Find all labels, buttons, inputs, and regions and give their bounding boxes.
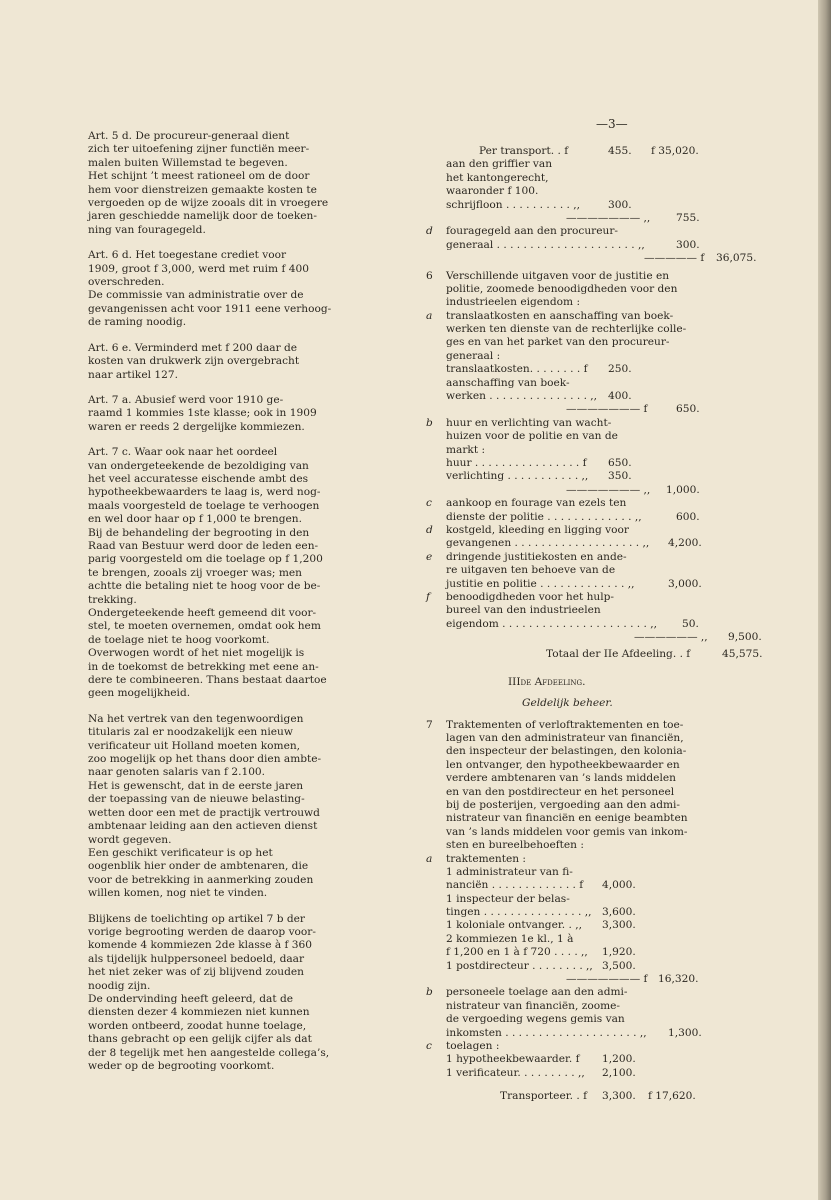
row-label: 2 kommiezen 1e kl., 1 à	[446, 932, 574, 945]
para-art6e	[88, 342, 332, 382]
item-row	[426, 225, 766, 238]
text-line: diensten dezer 4 kommiezen niet kunnen	[88, 1006, 310, 1019]
text-row	[426, 759, 766, 772]
left-column	[88, 130, 332, 1073]
text-line: voor de betrekking in aanmerking zouden	[88, 873, 314, 886]
text-line: maals voorgesteld de toelage te verhoogen	[88, 499, 320, 512]
text-line: naar artikel 127.	[88, 368, 178, 381]
text-row	[426, 283, 766, 296]
text-row	[426, 786, 766, 799]
text-line: worden ontbeerd, zoodat hunne toelage,	[88, 1019, 307, 1032]
row-label: het kantongerecht,	[446, 171, 549, 184]
row-label: generaal . . . . . . . . . . . . . . . . . . . . . ,,	[446, 238, 645, 251]
text-line: parig voorgesteld om die toelage op f 1,200	[88, 553, 323, 566]
row-label: politie, zoomede benoodigdheden voor den	[446, 282, 678, 295]
subtotal-row	[426, 212, 766, 225]
row-value: 350.	[608, 470, 632, 483]
row-label: translaatkosten. . . . . . . . f	[446, 363, 588, 376]
row-label: nistrateur van financiën en eenige beambten	[446, 812, 688, 825]
item-mark: d	[426, 523, 433, 536]
text-line: Raad van Bestuur werd door de leden een-	[88, 539, 319, 552]
amount-row	[426, 1053, 766, 1066]
row-label: 1 hypotheekbewaarder. f	[446, 1053, 580, 1066]
row-label: personeele toelage aan den admi-	[446, 986, 628, 999]
row-value: 1,000.	[666, 483, 700, 496]
row-value: 650.	[608, 456, 632, 469]
item-row	[426, 551, 766, 564]
text-line: als tijdelijk hulppersoneel bedoeld, daar	[88, 952, 305, 965]
row-label: nistrateur van financiën, zoome-	[446, 999, 620, 1012]
row-value: 250.	[608, 363, 632, 376]
row-value: 1,200.	[602, 1053, 636, 1066]
text-line: Overwogen wordt of het niet mogelijk is	[88, 647, 305, 660]
page-stack-edge	[818, 0, 831, 1200]
text-row	[426, 799, 766, 812]
text-line: het veel accuratesse eischende ambt des	[88, 472, 309, 485]
item-row	[426, 1040, 766, 1053]
para-verificateur	[88, 713, 332, 901]
text-line: naar genoten salaris van f 2.100.	[88, 766, 266, 779]
text-row	[426, 444, 766, 457]
row-label: lagen van den administrateur van financiën,	[446, 732, 684, 745]
rule-dash: ——————— f	[566, 973, 648, 986]
text-line: thans gebracht op een gelijk cijfer als dat	[88, 1033, 312, 1046]
amount-row	[426, 390, 766, 403]
text-line: geen mogelijkheid.	[88, 687, 191, 700]
row-value: 3,500.	[602, 959, 636, 972]
text-line: Bij de behandeling der begrooting in den	[88, 526, 310, 539]
row-label: 1 inspecteur der belas-	[446, 892, 570, 905]
row-value: 3,300.	[602, 1090, 636, 1103]
text-line: De ondervinding heeft geleerd, dat de	[88, 992, 294, 1005]
row-value: 2,100.	[602, 1066, 636, 1079]
subtotal-row	[426, 973, 766, 986]
row-value: 3,000.	[668, 577, 702, 590]
row-label: 1 administrateur van fi-	[446, 865, 573, 878]
text-line: zoo mogelijk op het thans door dien ambte-	[88, 753, 322, 766]
right-column	[426, 145, 766, 1104]
text-line: het niet zeker was of zij blijvend zouden	[88, 966, 304, 979]
row-label: van ’s lands middelen voor gemis van inkom-	[446, 825, 688, 838]
text-row	[426, 933, 766, 946]
text-line: kosten van drukwerk zijn overgebracht	[88, 355, 300, 368]
rule-dash: ——————— f	[566, 403, 648, 416]
row-label: markt :	[446, 443, 486, 456]
text-row	[426, 604, 766, 617]
text-line: oogenblik hier onder de ambtenaren, die	[88, 860, 309, 873]
text-line: hem voor dienstreizen gemaakte kosten te	[88, 183, 317, 196]
row-label: eigendom . . . . . . . . . . . . . . . . . . . . . . ,,	[446, 617, 658, 630]
item-mark: 6	[426, 269, 433, 282]
text-line: malen buiten Willemstad te begeven.	[88, 156, 288, 169]
row-label: den inspecteur der belastingen, den kolonia-	[446, 745, 687, 758]
amount-row	[426, 457, 766, 470]
row-label: Per transport. . f	[479, 145, 569, 157]
item-row	[426, 719, 766, 732]
rule-dash: ————— f	[644, 252, 705, 265]
row-value: 50.	[682, 617, 699, 630]
text-line: stel, te moeten overnemen, omdat ook hem	[88, 620, 321, 633]
text-line: raamd 1 kommies 1ste klasse; ook in 1909	[88, 407, 317, 420]
row-label: dringende justitiekosten en ande-	[446, 550, 627, 563]
text-row	[426, 839, 766, 852]
row-value: 3,600.	[602, 906, 636, 919]
row-label: benoodigdheden voor het hulp-	[446, 590, 614, 603]
row-value: 650.	[676, 403, 700, 416]
text-row	[426, 745, 766, 758]
item-mark: 7	[426, 718, 433, 731]
text-line: Blijkens de toelichting op artikel 7 b der	[88, 912, 306, 925]
row-label: werken . . . . . . . . . . . . . . . ,,	[446, 390, 598, 403]
rule-dash: ——————— ,,	[566, 483, 651, 496]
item-mark: f	[426, 590, 430, 603]
text-line: Ondergeteekende heeft gemeend dit voor-	[88, 607, 317, 619]
row-label: verdere ambtenaren van ’s lands middelen	[446, 772, 676, 785]
text-line: Art. 5 d. De procureur-generaal dient	[88, 130, 290, 142]
row-label: bureel van den industrieelen	[446, 604, 601, 617]
item-row	[426, 853, 766, 866]
row-value: 755.	[676, 211, 700, 224]
subtotal-row	[426, 631, 766, 644]
item-mark: b	[426, 986, 433, 999]
row-label: verlichting . . . . . . . . . . . ,,	[446, 470, 589, 483]
item-mark: b	[426, 416, 433, 429]
row-value: f 35,020.	[651, 145, 699, 157]
text-line: willen komen, nog niet te vinden.	[88, 887, 268, 900]
row-label: toelagen :	[446, 1040, 500, 1052]
amount-row	[426, 199, 766, 212]
rule-dash: ——————— ,,	[566, 211, 651, 224]
text-line: in de toekomst de betrekking met eene an-	[88, 660, 319, 673]
row-label: fouragegeld aan den procureur-	[446, 225, 618, 238]
text-row	[426, 185, 766, 198]
row-label: aanschaffing van boek-	[446, 376, 570, 389]
row-value: 300.	[676, 238, 700, 251]
para-art6d	[88, 249, 332, 329]
row-value: 4,200.	[668, 537, 702, 550]
text-row	[426, 564, 766, 577]
amount-row	[426, 363, 766, 376]
amount-row	[426, 511, 766, 524]
row-label: 1 koloniale ontvanger. . ,,	[446, 919, 582, 932]
amount-row	[426, 960, 766, 973]
row-label: inkomsten . . . . . . . . . . . . . . . . . . . . ,,	[446, 1026, 647, 1039]
text-line: Art. 6 e. Verminderd met f 200 daar de	[88, 341, 298, 354]
section-title-row	[426, 676, 766, 689]
row-value: 36,075.	[716, 252, 757, 265]
text-line: overschreden.	[88, 276, 165, 289]
text-line: verificateur uit Holland moeten komen,	[88, 739, 301, 752]
row-label: sten en bureelbehoeften :	[446, 839, 584, 852]
row-label: waaronder f 100.	[446, 185, 539, 198]
text-row	[426, 1000, 766, 1013]
item-mark: c	[426, 497, 432, 510]
text-row	[426, 350, 766, 363]
text-line: de toelage niet te hoog voorkomt.	[88, 633, 270, 646]
row-label: werken ten dienste van de rechterlijke colle-	[446, 323, 687, 336]
amount-row	[426, 1027, 766, 1040]
item-row	[426, 986, 766, 999]
text-line: ning van fouragegeld.	[88, 223, 206, 236]
text-line: wetten door een met de practijk vertrouwd	[88, 806, 320, 819]
amount-row	[426, 946, 766, 959]
row-label: de vergoeding wegens gemis van	[446, 1013, 625, 1026]
row-label: len ontvanger, den hypotheekbewaarder en	[446, 758, 680, 771]
row-label: ges en van het parket van den procureur-	[446, 336, 670, 349]
item-row	[426, 417, 766, 430]
row-label: dienste der politie . . . . . . . . . . . . . ,,	[446, 510, 642, 523]
rule-dash: —————— ,,	[634, 631, 708, 644]
section-subtitle-row	[426, 697, 766, 710]
amount-row	[426, 537, 766, 550]
row-value: 3,300.	[602, 919, 636, 932]
row-label: huur . . . . . . . . . . . . . . . . f	[446, 456, 587, 469]
text-line: weder op de begrooting voorkomt.	[88, 1060, 275, 1072]
row-label: Totaal der IIe Afdeeling. . f	[546, 648, 691, 661]
row-value: 16,320.	[658, 973, 699, 986]
row-label: gevangenen . . . . . . . . . . . . . . . . . . . ,,	[446, 537, 650, 550]
text-line: te brengen, zooals zij vroeger was; men	[88, 566, 302, 579]
item-mark: a	[426, 852, 433, 865]
item-row	[426, 310, 766, 323]
text-row	[426, 732, 766, 745]
text-line: hypotheekbewaarders te laag is, werd nog-	[88, 486, 321, 499]
row-label: huizen voor de politie en van de	[446, 430, 618, 443]
text-row	[426, 323, 766, 336]
amount-row	[426, 618, 766, 631]
row-label: justitie en politie . . . . . . . . . . . . . ,,	[446, 577, 635, 590]
text-line: noodig zijn.	[88, 979, 151, 992]
row-value: 45,575.	[722, 648, 763, 661]
total-row	[426, 648, 766, 661]
row-value: 4,000.	[602, 879, 636, 892]
text-line: ambtenaar leiding aan den actieven dienst	[88, 820, 318, 833]
subtotal-row	[426, 252, 766, 265]
row-label: 1 verificateur. . . . . . . . . ,,	[446, 1066, 585, 1079]
text-line: De commissie van administratie over de	[88, 289, 304, 302]
row-label: Transporteer. . f	[500, 1090, 588, 1103]
row-label: re uitgaven ten behoeve van de	[446, 564, 616, 577]
text-line: de raming noodig.	[88, 316, 187, 329]
item-mark: c	[426, 1040, 432, 1052]
text-line: der 8 tegelijk met hen aangestelde collega’s,	[88, 1046, 330, 1059]
text-row	[426, 158, 766, 171]
transport-in-row	[426, 145, 766, 158]
item-mark: e	[426, 550, 433, 563]
text-line: titularis zal er noodzakelijk een nieuw	[88, 726, 293, 739]
text-row	[426, 772, 766, 785]
text-line: der toepassing van de nieuwe belasting-	[88, 793, 305, 806]
item-mark: a	[426, 309, 433, 322]
transport-out-row	[426, 1090, 766, 1103]
text-line: Het is gewenscht, dat in de eerste jaren	[88, 779, 304, 792]
amount-row	[426, 879, 766, 892]
row-value: 300.	[608, 198, 632, 211]
text-line: trekking.	[88, 593, 137, 606]
item-row	[426, 270, 766, 283]
text-row	[426, 377, 766, 390]
para-art7b	[88, 913, 332, 1074]
text-line: jaren geschiedde namelijk door de toeken-	[88, 210, 317, 223]
text-row	[426, 866, 766, 879]
amount-row	[426, 470, 766, 483]
row-value: 1,300.	[668, 1026, 702, 1039]
text-row	[426, 1013, 766, 1026]
text-line: wordt gegeven.	[88, 833, 172, 846]
item-row	[426, 524, 766, 537]
page-number: —3—	[596, 117, 628, 131]
amount-row	[426, 578, 766, 591]
text-line: vorige begrooting werden de daarop voor-	[88, 925, 316, 938]
text-line: 1909, groot f 3,000, werd met ruim f 400	[88, 262, 309, 275]
row-label: tingen . . . . . . . . . . . . . . . ,,	[446, 906, 592, 919]
para-art7c	[88, 446, 332, 701]
section-title: IIIde Afdeeling.	[508, 675, 586, 688]
text-line: zich ter uitoefening zijner functiën meer-	[88, 143, 310, 156]
text-line: Na het vertrek van den tegenwoordigen	[88, 712, 304, 725]
text-row	[426, 826, 766, 839]
row-label: 1 postdirecteur . . . . . . . . ,,	[446, 959, 593, 972]
row-value: 400.	[608, 390, 632, 403]
text-line: dere te combineeren. Thans bestaat daartoe	[88, 674, 327, 687]
row-label: aankoop en fourage van ezels ten	[446, 497, 627, 510]
row-label: en van den postdirecteur en het personeel	[446, 785, 675, 798]
text-line: Art. 6 d. Het toegestane crediet voor	[88, 249, 287, 262]
text-line: van ondergeteekende de bezoldiging van	[88, 459, 309, 472]
row-label: nanciën . . . . . . . . . . . . . f	[446, 879, 584, 892]
section-subtitle: Geldelijk beheer.	[522, 697, 613, 710]
text-row	[426, 336, 766, 349]
subtotal-row	[426, 484, 766, 497]
text-line: Een geschikt verificateur is op het	[88, 846, 273, 859]
text-line: en wel door haar op f 1,000 te brengen.	[88, 513, 302, 526]
text-line: vergoeden op de wijze zooals dit in vroegere	[88, 197, 329, 210]
row-label: f 1,200 en 1 à f 720 . . . . ,,	[446, 946, 588, 959]
row-value: 9,500.	[728, 631, 762, 644]
text-line: waren er reeds 2 dergelijke kommiezen.	[88, 420, 305, 433]
text-row	[426, 812, 766, 825]
row-label: Traktementen of verloftraktementen en toe-	[446, 718, 684, 731]
row-label: translaatkosten en aanschaffing van boek-	[446, 309, 674, 322]
text-row	[426, 430, 766, 443]
row-label: traktementen :	[446, 852, 527, 865]
row-label: huur en verlichting van wacht-	[446, 416, 612, 429]
row-value: 600.	[676, 510, 700, 523]
row-label: industrieelen eigendom :	[446, 296, 581, 309]
row-label: kostgeld, kleeding en ligging voor	[446, 523, 629, 536]
text-line: Art. 7 a. Abusief werd voor 1910 ge-	[88, 393, 284, 406]
row-value: f 17,620.	[648, 1090, 696, 1103]
amount-row	[426, 1067, 766, 1080]
para-art5d	[88, 130, 332, 237]
text-line: Art. 7 c. Waar ook naar het oordeel	[88, 446, 278, 459]
text-line: komende 4 kommiezen 2de klasse à f 360	[88, 939, 313, 952]
text-line: achtte die betaling niet te hoog voor de be-	[88, 580, 321, 593]
amount-row	[426, 239, 766, 252]
subtotal-row	[426, 403, 766, 416]
item-mark: d	[426, 225, 433, 238]
text-row	[426, 893, 766, 906]
row-value: 455.	[608, 145, 632, 157]
text-line: Het schijnt ’t meest rationeel om de door	[88, 170, 310, 183]
text-line: gevangenissen acht voor 1911 eene verhoog-	[88, 302, 332, 315]
row-label: aan den griffier van	[446, 158, 553, 171]
row-label: Verschillende uitgaven voor de justitie en	[446, 269, 670, 282]
row-label: generaal :	[446, 349, 501, 362]
amount-row	[426, 906, 766, 919]
item-row	[426, 497, 766, 510]
text-row	[426, 172, 766, 185]
amount-row	[426, 919, 766, 932]
item-row	[426, 591, 766, 604]
row-label: bij de posterijen, vergoeding aan den admi-	[446, 798, 680, 811]
row-label: schrijfloon . . . . . . . . . . ,,	[446, 198, 581, 211]
para-art7a	[88, 394, 332, 434]
row-value: 1,920.	[602, 946, 636, 959]
text-row	[426, 296, 766, 309]
